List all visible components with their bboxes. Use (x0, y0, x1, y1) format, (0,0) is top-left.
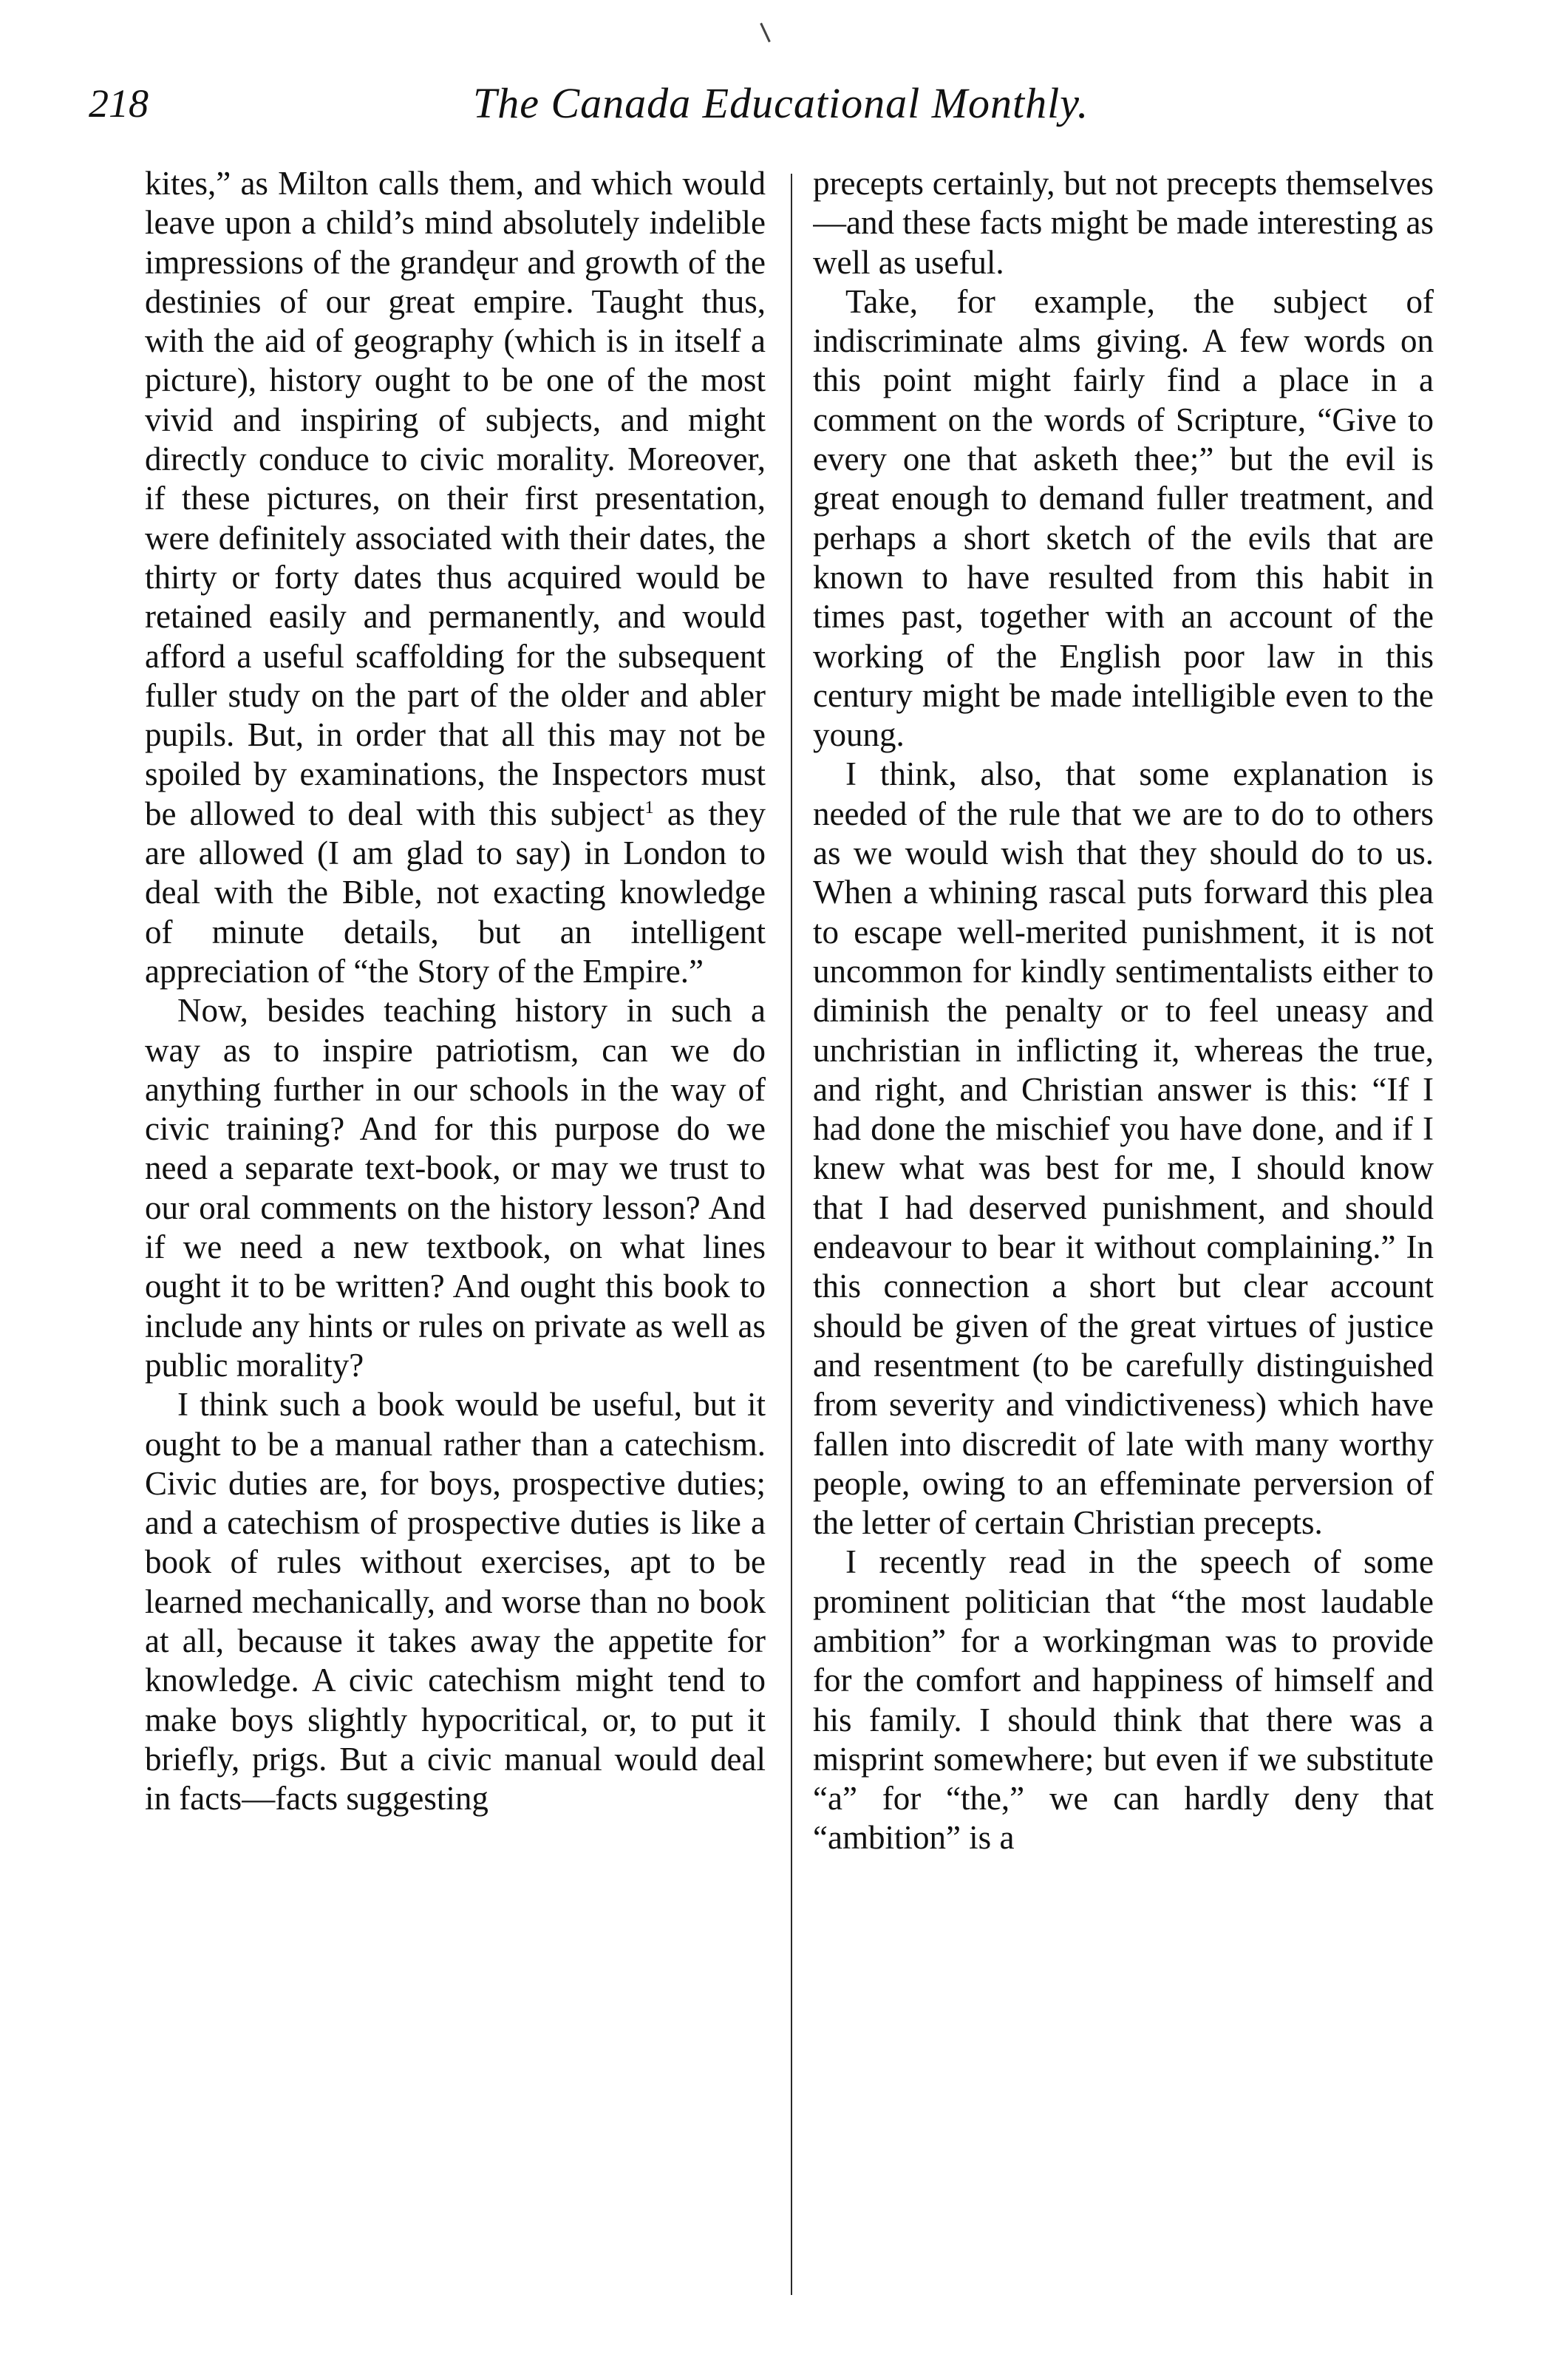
left-paragraph-1 (145, 164, 766, 991)
left-paragraph-1-text-a: kites,” as Milton calls them, and which would leave upon a child’s mind absolutely indelible impressions of the grandęur and growth of the destinies of our great empire. Taught thus, with the aid of geography (which is in itself a picture), history ought to be one of the most vivid and inspiring of subjects, and might directly conduce to civic morality. Moreover, if these pictures, on their first presentation, were definitely associated with their dates, the thirty or forty dates thus acquired would be retained easily and permanently, and would afford a useful scaffolding for the subsequent fuller study on the part of the older and abler pupils. But, in order that all this may not be spoiled by examinations, the Inspectors must be allowed to deal with this subject (145, 165, 766, 832)
left-paragraph-3: I think such a book would be useful, but it ought to be a manual rather than a catechism. Civic duties are, for boys, prospective duties; and a catechism of prospective duties is like a book of rules without exercises, apt to be learned mechanically, and worse than no book at all, because it takes away the appetite for knowledge. A civic catechism might tend to make boys slightly hypocritical, or, to put it briefly, prigs. But a civic manual would deal in facts—facts suggesting (145, 1386, 766, 1818)
print-speck (760, 23, 771, 43)
footnote-marker: 1 (644, 797, 654, 817)
left-paragraph-2: Now, besides teaching history in such a way as to inspire patriotism, can we do anything further in our schools in the way of civic training? And for this purpose do we need a separate text-book, or may we trust to our oral comments on the history lesson? And if we need a new textbook, on what lines ought it to be written? And ought this book to include any hints or rules on private as well as public morality? (145, 992, 766, 1384)
left-column (145, 164, 766, 2300)
page-header (89, 78, 1448, 129)
page-number: 218 (89, 81, 149, 126)
right-column (813, 164, 1434, 2300)
column-divider (791, 174, 792, 2295)
right-paragraph-4: I recently read in the speech of some prominent politician that “the most laudable ambition” for a workingman was to provide for the comfort and happiness of himself and his family. I should think that there was a misprint somewhere; but even if we substitute “a” for “the,” we can hardly deny that “ambition” is a (813, 1543, 1434, 1857)
left-paragraph-1-text-b: as they are allowed (I am glad to say) in London to deal with the Bible, not exacting knowledge of minute details, but an intelligent appreciation of “the Story of the Empire.” (145, 795, 766, 990)
right-paragraph-3: I think, also, that some explanation is needed of the rule that we are to do to others as we would wish that they should do to us. When a whining rascal puts forward this plea to escape well-merited punishment, it is not uncommon for kindly sentimentalists either to diminish the penalty or to feel uneasy and unchristian in inflicting it, whereas the true, and right, and Christian answer is this: “If I had done the mischief you have done, and if I knew what was best for me, I should know that I had deserved punishment, and should endeavour to bear it without complaining.” In this connection a short but clear account should be given of the great virtues of justice and resentment (to be carefully distinguished from severity and vindictiveness) which have fallen into discredit of late with many worthy people, owing to an effeminate perversion of the letter of certain Christian precepts. (813, 755, 1434, 1542)
right-paragraph-1: precepts certainly, but not precepts themselves—and these facts might be made interesting as well as useful. (813, 165, 1434, 281)
right-paragraph-2: Take, for example, the subject of indiscriminate alms giving. A few words on this point might fairly find a place in a comment on the words of Scripture, “Give to every one that asketh thee;” but the evil is great enough to demand fuller treatment, and perhaps a short sketch of the evils that are known to have resulted from this habit in times past, together with an account of the working of the English poor law in this century might be made intelligible even to the young. (813, 282, 1434, 754)
running-title: The Canada Educational Monthly. (473, 79, 1089, 127)
